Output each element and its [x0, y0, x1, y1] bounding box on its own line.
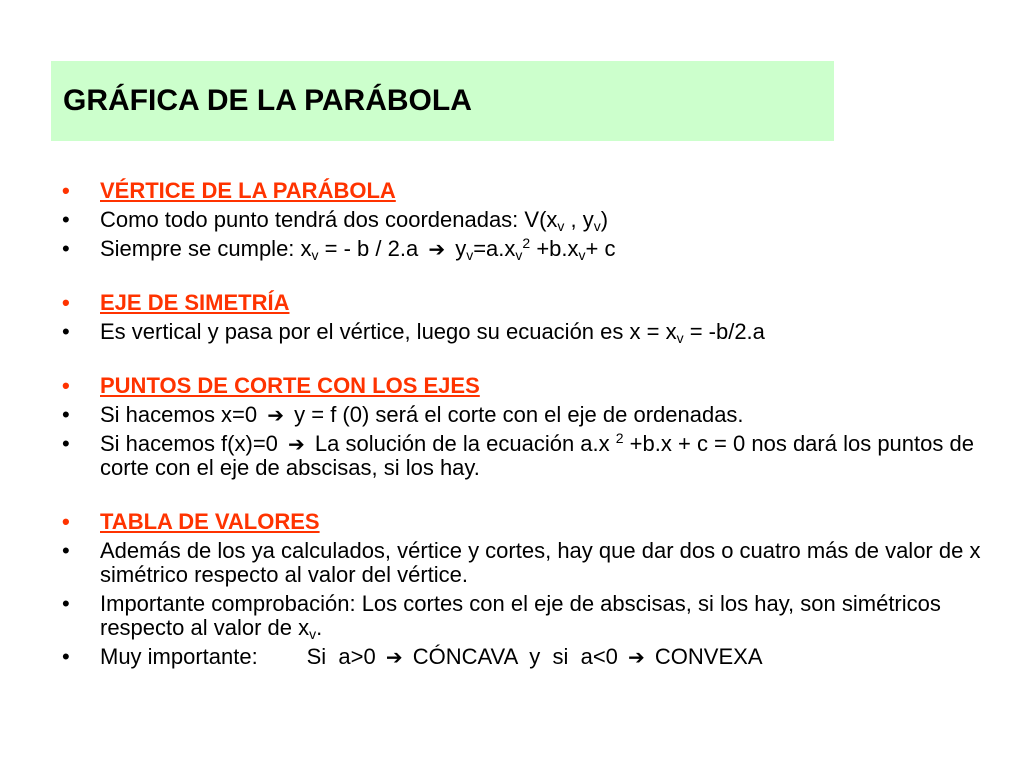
- item-text: Si hacemos f(x)=0 ➔ La solución de la ecuación a.x $^2$ +b.x + c = 0 nos dará los puntos de corte con el eje de abscisas, si los hay.: [100, 430, 974, 480]
- section-heading-cortes: [62, 374, 982, 398]
- bullet: •: [62, 373, 70, 398]
- arrow-right-icon: ➔: [628, 645, 645, 669]
- section-heading-eje: [62, 291, 982, 315]
- arrow-right-icon: ➔: [267, 403, 285, 427]
- bullet: •: [62, 538, 70, 563]
- title-box: [51, 61, 834, 141]
- bullet: •: [62, 402, 70, 427]
- list-item: [62, 539, 982, 587]
- bullet: •: [62, 319, 70, 344]
- list-item: [62, 403, 982, 427]
- bullet: •: [62, 644, 70, 669]
- item-text: Además de los ya calculados, vértice y cortes, hay que dar dos o cuatro más de valor de x simétrico respecto al valor del vértice.: [100, 538, 981, 587]
- bullet: •: [62, 236, 70, 261]
- page-title: GRÁFICA DE LA PARÁBOLA: [63, 84, 472, 117]
- bullet-list: [62, 176, 982, 669]
- item-text: Muy importante: Si a>0 ➔ CÓNCAVA y si a<0 ➔ CONVEXA: [100, 644, 763, 669]
- section-heading-tabla: [62, 510, 982, 534]
- arrow-right-icon: ➔: [428, 237, 446, 261]
- section-heading-vertice: [62, 179, 982, 203]
- list-item: [62, 208, 982, 232]
- list-item: [62, 592, 982, 640]
- list-item: [62, 320, 982, 344]
- bullet: •: [62, 591, 70, 616]
- item-text: Es vertical y pasa por el vértice, luego su ecuación es $x = x_v = -b/2.a$: [100, 319, 765, 346]
- arrow-right-icon: ➔: [385, 645, 403, 669]
- list-item: [62, 645, 982, 669]
- list-item: [62, 237, 982, 261]
- heading-text: EJE DE SIMETRÍA: [100, 290, 290, 315]
- item-text: Como todo punto tendrá dos coordenadas: $V(x_v$ , $y_v$): [100, 207, 609, 234]
- bullet: •: [62, 290, 70, 315]
- heading-text: TABLA DE VALORES: [100, 509, 320, 534]
- bullet: •: [62, 178, 70, 203]
- arrow-right-icon: ➔: [288, 432, 305, 456]
- bullet: •: [62, 207, 70, 232]
- item-text: Importante comprobación: Los cortes con el eje de abscisas, si los hay, son simétricos respecto al valor de $x_v$.: [100, 591, 941, 642]
- heading-text: PUNTOS DE CORTE CON LOS EJES: [100, 373, 480, 398]
- item-text: Si hacemos x=0 ➔ y = f (0) será el corte con el eje de ordenadas.: [100, 402, 744, 427]
- bullet: •: [62, 431, 70, 456]
- bullet: •: [62, 509, 70, 534]
- heading-text: VÉRTICE DE LA PARÁBOLA: [100, 178, 396, 203]
- list-item: [62, 432, 982, 480]
- item-text: Siempre se cumple: $x_v$ = - b / 2.a ➔ $y_v=a.x_v^2 +b.x_v+ c$: [100, 235, 616, 263]
